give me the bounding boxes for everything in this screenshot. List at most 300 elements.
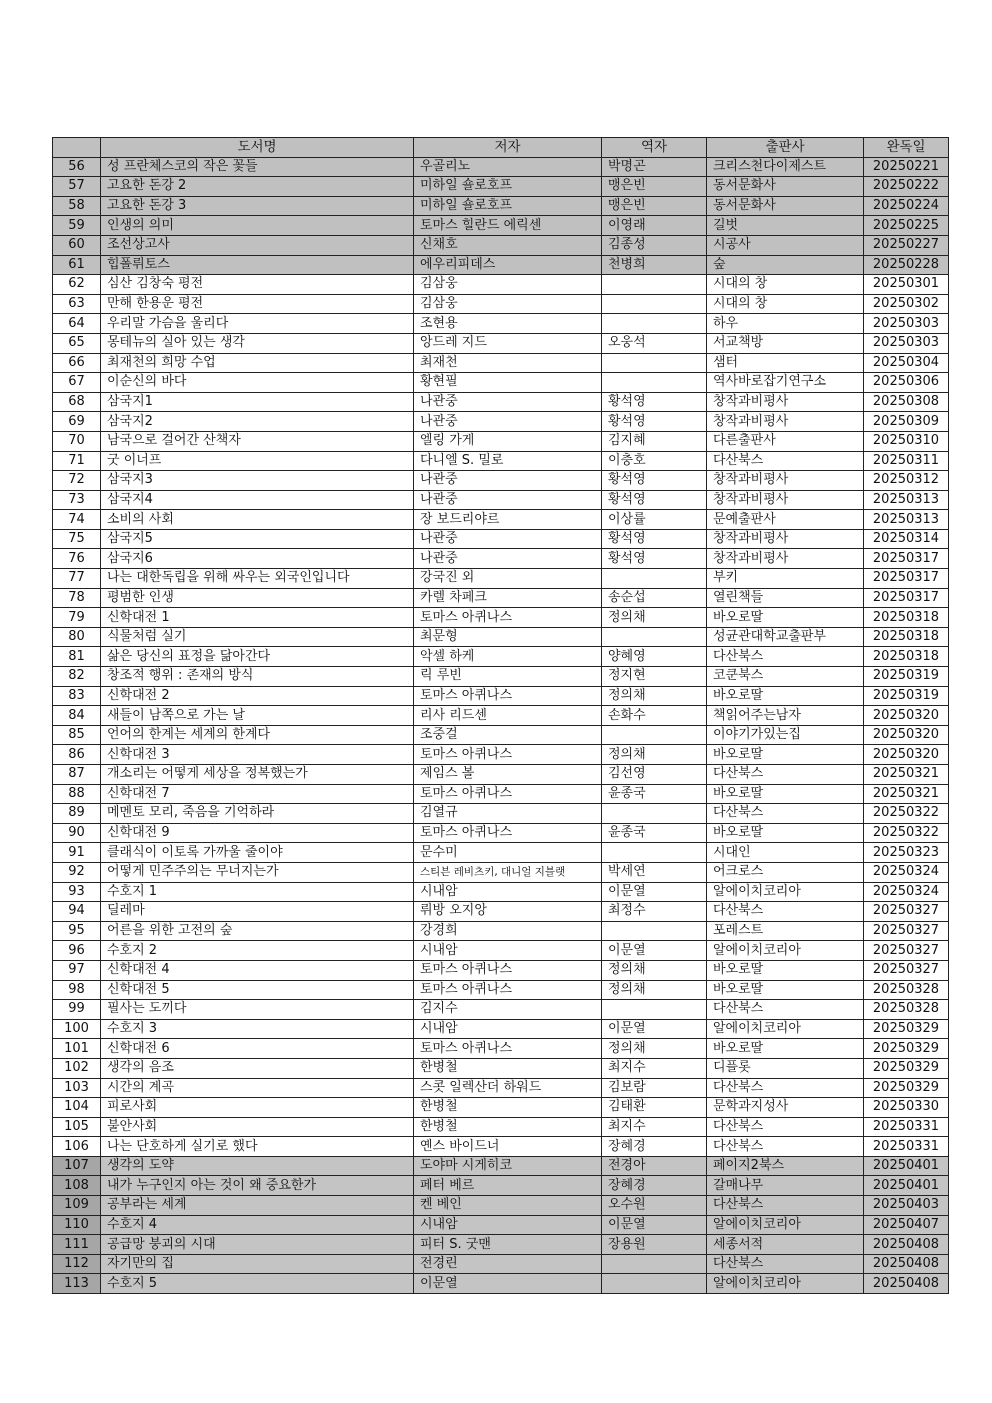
cell-title: 삼국지5 (101, 529, 414, 549)
cell-title: 신학대전 3 (101, 745, 414, 765)
cell-title: 최재천의 희망 수업 (101, 353, 414, 373)
table-row (53, 353, 949, 373)
cell-finish-date: 20250313 (864, 510, 949, 530)
header-title: 도서명 (101, 138, 414, 158)
cell-translator: 양혜영 (602, 647, 707, 667)
cell-title: 힙폴뤼토스 (101, 255, 414, 275)
cell-publisher: 디플롯 (707, 1058, 864, 1078)
cell-author: 김지수 (414, 1000, 602, 1020)
cell-finish-date: 20250318 (864, 647, 949, 667)
cell-title: 생각의 도약 (101, 1156, 414, 1176)
cell-publisher: 갈매나무 (707, 1176, 864, 1196)
cell-finish-date: 20250318 (864, 627, 949, 647)
cell-translator: 김태환 (602, 1098, 707, 1118)
cell-finish-date: 20250328 (864, 1000, 949, 1020)
cell-number: 108 (53, 1176, 101, 1196)
cell-finish-date: 20250301 (864, 275, 949, 295)
table-row (53, 941, 949, 961)
table-row (53, 1039, 949, 1059)
cell-finish-date: 20250324 (864, 862, 949, 882)
table-row (53, 235, 949, 255)
cell-number: 69 (53, 412, 101, 432)
table-row (53, 608, 949, 628)
cell-title: 고요한 돈강 2 (101, 177, 414, 197)
cell-translator: 황석영 (602, 392, 707, 412)
cell-translator: 정의채 (602, 960, 707, 980)
cell-title: 이순신의 바다 (101, 373, 414, 393)
cell-finish-date: 20250320 (864, 745, 949, 765)
cell-title: 신학대전 1 (101, 608, 414, 628)
table-row (53, 333, 949, 353)
cell-title: 삼국지4 (101, 490, 414, 510)
table-row (53, 549, 949, 569)
cell-publisher: 다산북스 (707, 1196, 864, 1216)
cell-publisher: 샘터 (707, 353, 864, 373)
cell-finish-date: 20250401 (864, 1156, 949, 1176)
cell-number: 110 (53, 1215, 101, 1235)
cell-finish-date: 20250327 (864, 921, 949, 941)
cell-translator: 정의채 (602, 1039, 707, 1059)
cell-title: 신학대전 9 (101, 823, 414, 843)
cell-finish-date: 20250329 (864, 1078, 949, 1098)
cell-finish-date: 20250225 (864, 216, 949, 236)
cell-finish-date: 20250331 (864, 1137, 949, 1157)
cell-number: 96 (53, 941, 101, 961)
cell-translator: 이문열 (602, 1019, 707, 1039)
cell-number: 67 (53, 373, 101, 393)
cell-title: 신학대전 6 (101, 1039, 414, 1059)
cell-number: 63 (53, 294, 101, 314)
cell-author: 시내암 (414, 1215, 602, 1235)
cell-author: 페터 베르 (414, 1176, 602, 1196)
header-finish-date: 완독일 (864, 138, 949, 158)
cell-finish-date: 20250328 (864, 980, 949, 1000)
cell-author: 한병철 (414, 1058, 602, 1078)
cell-title: 공부라는 세계 (101, 1196, 414, 1216)
cell-number: 85 (53, 725, 101, 745)
cell-publisher: 역사바로잡기연구소 (707, 373, 864, 393)
cell-publisher: 알에이치코리아 (707, 1215, 864, 1235)
cell-translator: 정지현 (602, 667, 707, 687)
header-publisher: 출판사 (707, 138, 864, 158)
cell-finish-date: 20250227 (864, 235, 949, 255)
cell-title: 공급망 붕괴의 시대 (101, 1235, 414, 1255)
cell-title: 남국으로 걸어간 산책자 (101, 431, 414, 451)
cell-title: 수호지 2 (101, 941, 414, 961)
cell-author: 토마스 아퀴나스 (414, 1039, 602, 1059)
cell-author: 도야마 시게히코 (414, 1156, 602, 1176)
cell-publisher: 동서문화사 (707, 177, 864, 197)
cell-author: 나관중 (414, 392, 602, 412)
table-row (53, 490, 949, 510)
table-row (53, 569, 949, 589)
cell-author: 최문형 (414, 627, 602, 647)
cell-number: 71 (53, 451, 101, 471)
cell-author: 토마스 아퀴나스 (414, 745, 602, 765)
cell-title: 수호지 4 (101, 1215, 414, 1235)
cell-title: 몽테뉴의 실아 있는 생각 (101, 333, 414, 353)
cell-finish-date: 20250317 (864, 569, 949, 589)
cell-author: 김삼웅 (414, 275, 602, 295)
cell-author: 릭 루빈 (414, 667, 602, 687)
cell-title: 언어의 한계는 세계의 한계다 (101, 725, 414, 745)
table-row (53, 392, 949, 412)
cell-publisher: 다산북스 (707, 804, 864, 824)
cell-number: 102 (53, 1058, 101, 1078)
table-row (53, 1176, 949, 1196)
cell-author: 엘링 가게 (414, 431, 602, 451)
cell-author: 옌스 바이드너 (414, 1137, 602, 1157)
table-row (53, 1000, 949, 1020)
cell-author: 스티븐 레비츠키, 대니얼 지블랫 (414, 862, 602, 882)
cell-translator (602, 314, 707, 334)
cell-number: 83 (53, 686, 101, 706)
header-translator: 역자 (602, 138, 707, 158)
cell-finish-date: 20250222 (864, 177, 949, 197)
cell-author: 조현용 (414, 314, 602, 334)
table-row (53, 686, 949, 706)
cell-author: 토마스 힐란드 에릭센 (414, 216, 602, 236)
cell-translator: 오수원 (602, 1196, 707, 1216)
cell-title: 만해 한용운 평전 (101, 294, 414, 314)
cell-finish-date: 20250310 (864, 431, 949, 451)
cell-translator: 황석영 (602, 529, 707, 549)
cell-number: 57 (53, 177, 101, 197)
cell-publisher: 이야기가있는집 (707, 725, 864, 745)
cell-title: 생각의 음조 (101, 1058, 414, 1078)
cell-title: 조선상고사 (101, 235, 414, 255)
cell-translator (602, 294, 707, 314)
cell-number: 82 (53, 667, 101, 687)
header-author: 저자 (414, 138, 602, 158)
cell-translator: 이문열 (602, 941, 707, 961)
cell-publisher: 다산북스 (707, 1000, 864, 1020)
cell-number: 58 (53, 196, 101, 216)
cell-translator: 송순섭 (602, 588, 707, 608)
cell-publisher: 다산북스 (707, 1137, 864, 1157)
cell-author: 전경린 (414, 1254, 602, 1274)
cell-finish-date: 20250323 (864, 843, 949, 863)
cell-finish-date: 20250327 (864, 902, 949, 922)
cell-translator: 박명곤 (602, 157, 707, 177)
cell-finish-date: 20250322 (864, 823, 949, 843)
cell-finish-date: 20250317 (864, 549, 949, 569)
cell-author: 피터 S. 굿맨 (414, 1235, 602, 1255)
cell-translator: 황석영 (602, 549, 707, 569)
table-row (53, 157, 949, 177)
cell-number: 60 (53, 235, 101, 255)
cell-translator (602, 627, 707, 647)
cell-author: 켄 베인 (414, 1196, 602, 1216)
table-body (53, 157, 949, 1293)
cell-publisher: 창작과비평사 (707, 392, 864, 412)
cell-publisher: 다산북스 (707, 1078, 864, 1098)
cell-finish-date: 20250327 (864, 941, 949, 961)
cell-publisher: 창작과비평사 (707, 549, 864, 569)
cell-title: 새들이 남쪽으로 가는 날 (101, 706, 414, 726)
table-row (53, 1019, 949, 1039)
cell-publisher: 동서문화사 (707, 196, 864, 216)
cell-finish-date: 20250319 (864, 686, 949, 706)
table-row (53, 1215, 949, 1235)
cell-translator: 정의채 (602, 745, 707, 765)
table-row (53, 627, 949, 647)
table-row (53, 1274, 949, 1294)
cell-number: 65 (53, 333, 101, 353)
cell-translator (602, 725, 707, 745)
table-row (53, 1117, 949, 1137)
cell-publisher: 알에이치코리아 (707, 1274, 864, 1294)
cell-finish-date: 20250408 (864, 1274, 949, 1294)
table-row (53, 960, 949, 980)
table-row (53, 1058, 949, 1078)
cell-author: 강경희 (414, 921, 602, 941)
cell-number: 79 (53, 608, 101, 628)
cell-translator (602, 275, 707, 295)
cell-finish-date: 20250324 (864, 882, 949, 902)
table-row (53, 431, 949, 451)
cell-number: 111 (53, 1235, 101, 1255)
cell-translator: 이충호 (602, 451, 707, 471)
cell-publisher: 코쿤북스 (707, 667, 864, 687)
cell-finish-date: 20250329 (864, 1058, 949, 1078)
cell-title: 고요한 돈강 3 (101, 196, 414, 216)
cell-publisher: 시대인 (707, 843, 864, 863)
table-row (53, 529, 949, 549)
cell-publisher: 문학과지성사 (707, 1098, 864, 1118)
cell-publisher: 창작과비평사 (707, 490, 864, 510)
cell-finish-date: 20250330 (864, 1098, 949, 1118)
cell-publisher: 알에이치코리아 (707, 941, 864, 961)
cell-author: 토마스 아퀴나스 (414, 686, 602, 706)
table-row (53, 255, 949, 275)
cell-number: 100 (53, 1019, 101, 1039)
cell-number: 90 (53, 823, 101, 843)
cell-title: 심산 김창숙 평전 (101, 275, 414, 295)
cell-translator: 오웅석 (602, 333, 707, 353)
cell-title: 삼국지1 (101, 392, 414, 412)
cell-translator (602, 804, 707, 824)
cell-author: 한병철 (414, 1098, 602, 1118)
reading-log-table (52, 137, 949, 1294)
cell-author: 미하일 숄로호프 (414, 196, 602, 216)
table-row (53, 588, 949, 608)
cell-number: 109 (53, 1196, 101, 1216)
cell-number: 86 (53, 745, 101, 765)
cell-translator (602, 843, 707, 863)
table-row (53, 784, 949, 804)
cell-number: 93 (53, 882, 101, 902)
cell-finish-date: 20250312 (864, 471, 949, 491)
cell-publisher: 바오로딸 (707, 608, 864, 628)
cell-publisher: 창작과비평사 (707, 529, 864, 549)
cell-author: 강국진 외 (414, 569, 602, 589)
cell-translator: 최지수 (602, 1058, 707, 1078)
cell-author: 앙드레 지드 (414, 333, 602, 353)
cell-translator: 김지혜 (602, 431, 707, 451)
cell-number: 91 (53, 843, 101, 863)
cell-author: 토마스 아퀴나스 (414, 608, 602, 628)
cell-publisher: 성균관대학교출판부 (707, 627, 864, 647)
cell-title: 수호지 5 (101, 1274, 414, 1294)
cell-number: 106 (53, 1137, 101, 1157)
cell-publisher: 바오로딸 (707, 686, 864, 706)
cell-author: 토마스 아퀴나스 (414, 784, 602, 804)
cell-finish-date: 20250320 (864, 706, 949, 726)
cell-title: 나는 단호하게 실기로 했다 (101, 1137, 414, 1157)
table-row (53, 373, 949, 393)
cell-translator: 윤종국 (602, 784, 707, 804)
cell-translator: 황석영 (602, 490, 707, 510)
cell-publisher: 바오로딸 (707, 745, 864, 765)
cell-publisher: 페이지2북스 (707, 1156, 864, 1176)
table-row (53, 882, 949, 902)
cell-translator: 이문열 (602, 882, 707, 902)
cell-title: 어떻게 민주주의는 무너지는가 (101, 862, 414, 882)
cell-publisher: 숲 (707, 255, 864, 275)
cell-number: 59 (53, 216, 101, 236)
cell-translator (602, 569, 707, 589)
cell-author: 토마스 아퀴나스 (414, 823, 602, 843)
cell-author: 시내암 (414, 941, 602, 961)
table-row (53, 177, 949, 197)
cell-title: 딜레마 (101, 902, 414, 922)
cell-number: 84 (53, 706, 101, 726)
cell-finish-date: 20250329 (864, 1039, 949, 1059)
cell-translator (602, 1254, 707, 1274)
cell-title: 우리말 가슴을 울리다 (101, 314, 414, 334)
cell-number: 78 (53, 588, 101, 608)
cell-author: 리사 리드센 (414, 706, 602, 726)
table-row (53, 902, 949, 922)
cell-finish-date: 20250318 (864, 608, 949, 628)
table-row (53, 1137, 949, 1157)
table-row (53, 823, 949, 843)
cell-number: 98 (53, 980, 101, 1000)
cell-author: 김열규 (414, 804, 602, 824)
cell-title: 신학대전 2 (101, 686, 414, 706)
cell-title: 인생의 의미 (101, 216, 414, 236)
cell-title: 내가 누구인지 아는 것이 왜 중요한가 (101, 1176, 414, 1196)
cell-finish-date: 20250228 (864, 255, 949, 275)
cell-number: 66 (53, 353, 101, 373)
cell-translator: 윤종국 (602, 823, 707, 843)
cell-title: 개소리는 어떻게 세상을 정복했는가 (101, 765, 414, 785)
cell-author: 최재천 (414, 353, 602, 373)
table-row (53, 1156, 949, 1176)
cell-translator: 김선영 (602, 765, 707, 785)
cell-translator: 손화수 (602, 706, 707, 726)
cell-translator: 장용원 (602, 1235, 707, 1255)
cell-author: 나관중 (414, 490, 602, 510)
cell-title: 수호지 1 (101, 882, 414, 902)
cell-author: 나관중 (414, 529, 602, 549)
cell-number: 87 (53, 765, 101, 785)
cell-title: 굿 이너프 (101, 451, 414, 471)
cell-publisher: 크리스천다이제스트 (707, 157, 864, 177)
table-row (53, 294, 949, 314)
cell-finish-date: 20250320 (864, 725, 949, 745)
cell-number: 81 (53, 647, 101, 667)
cell-title: 자기만의 집 (101, 1254, 414, 1274)
cell-translator: 전경아 (602, 1156, 707, 1176)
cell-title: 어른을 위한 고전의 숲 (101, 921, 414, 941)
cell-number: 113 (53, 1274, 101, 1294)
cell-publisher: 바오로딸 (707, 823, 864, 843)
cell-publisher: 알에이치코리아 (707, 1019, 864, 1039)
cell-author: 나관중 (414, 471, 602, 491)
cell-publisher: 책읽어주는남자 (707, 706, 864, 726)
table-row (53, 412, 949, 432)
cell-translator: 최정수 (602, 902, 707, 922)
cell-publisher: 하우 (707, 314, 864, 334)
cell-finish-date: 20250403 (864, 1196, 949, 1216)
cell-author: 장 보드리야르 (414, 510, 602, 530)
cell-number: 94 (53, 902, 101, 922)
cell-title: 메멘토 모리, 죽음을 기억하라 (101, 804, 414, 824)
cell-number: 107 (53, 1156, 101, 1176)
cell-translator: 천병희 (602, 255, 707, 275)
cell-number: 105 (53, 1117, 101, 1137)
cell-number: 62 (53, 275, 101, 295)
cell-number: 75 (53, 529, 101, 549)
cell-publisher: 창작과비평사 (707, 412, 864, 432)
table-row (53, 275, 949, 295)
cell-title: 신학대전 5 (101, 980, 414, 1000)
cell-publisher: 열린책들 (707, 588, 864, 608)
cell-publisher: 시공사 (707, 235, 864, 255)
cell-publisher: 시대의 창 (707, 275, 864, 295)
cell-number: 73 (53, 490, 101, 510)
cell-translator: 박세연 (602, 862, 707, 882)
cell-title: 소비의 사회 (101, 510, 414, 530)
cell-author: 이문열 (414, 1274, 602, 1294)
cell-number: 68 (53, 392, 101, 412)
cell-finish-date: 20250408 (864, 1254, 949, 1274)
cell-author: 시내암 (414, 882, 602, 902)
cell-number: 92 (53, 862, 101, 882)
cell-number: 72 (53, 471, 101, 491)
cell-author: 토마스 아퀴나스 (414, 980, 602, 1000)
cell-finish-date: 20250304 (864, 353, 949, 373)
cell-finish-date: 20250224 (864, 196, 949, 216)
table-row (53, 216, 949, 236)
cell-finish-date: 20250321 (864, 784, 949, 804)
cell-finish-date: 20250308 (864, 392, 949, 412)
cell-finish-date: 20250407 (864, 1215, 949, 1235)
cell-title: 창조적 행위 : 존재의 방식 (101, 667, 414, 687)
cell-author: 시내암 (414, 1019, 602, 1039)
table-row (53, 196, 949, 216)
cell-publisher: 창작과비평사 (707, 471, 864, 491)
cell-number: 104 (53, 1098, 101, 1118)
cell-translator: 김보람 (602, 1078, 707, 1098)
cell-author: 우골리노 (414, 157, 602, 177)
cell-author: 나관중 (414, 549, 602, 569)
cell-publisher: 다산북스 (707, 1117, 864, 1137)
cell-author: 나관중 (414, 412, 602, 432)
cell-author: 에우리피데스 (414, 255, 602, 275)
cell-number: 64 (53, 314, 101, 334)
table-row (53, 1254, 949, 1274)
cell-translator (602, 353, 707, 373)
cell-author: 토마스 아퀴나스 (414, 960, 602, 980)
cell-finish-date: 20250401 (864, 1176, 949, 1196)
cell-title: 성 프란체스코의 작은 꽃들 (101, 157, 414, 177)
cell-author: 황현필 (414, 373, 602, 393)
table-row (53, 921, 949, 941)
table-row (53, 314, 949, 334)
